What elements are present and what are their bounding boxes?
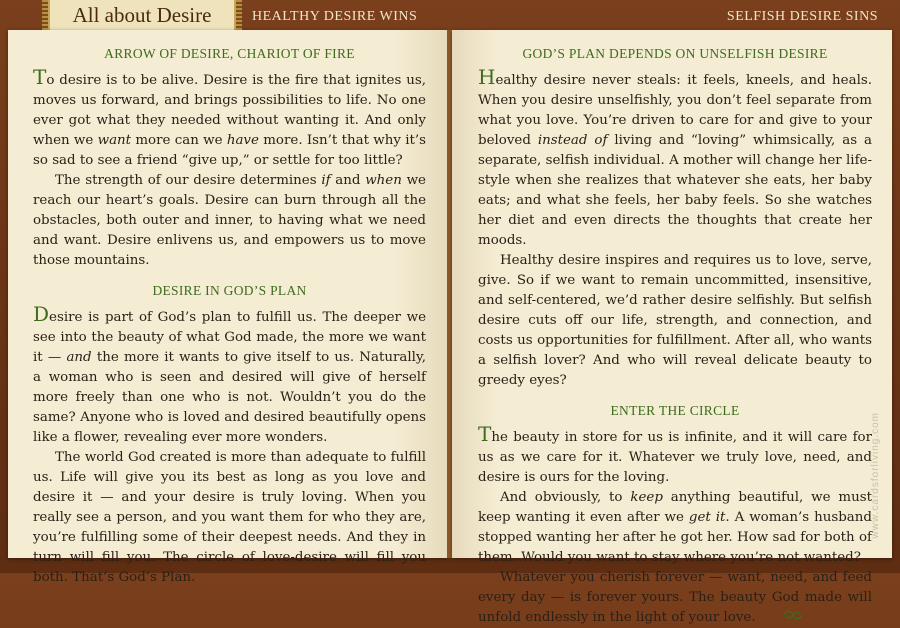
text: anything beautiful, we must keep wanting it even after we [478,490,872,525]
text: living and “loving” whimsically, as a separate, selfish individual. A mother will change her life-style when she realizes that whatever she eats, her baby eats; and what she feels, her baby feels. So she watches her diet and even directs the thoughts that create her moods. [478,133,872,248]
section-title: DESIRE IN GOD’S PLAN [152,283,307,298]
text: The strength of our desire determines [55,173,322,188]
paragraph [33,171,426,271]
section-title: ARROW OF DESIRE, CHARIOT OF FIRE [104,46,355,61]
text: and [330,173,366,188]
paragraph [478,488,872,568]
title-tab [48,0,236,32]
text: more. Isn’t that why it’s so sad to see a friend “give up,” or settle for too little? [33,133,426,168]
text: we reach our heart’s goals. Desire can burn through all the obstacles, both outer and inner, to having what we need and want. Desire enlivens us, and empowers us to move those mountains. [33,173,426,268]
watermark: www.cardsforliving.com [870,411,881,538]
emphasis: get it [688,510,726,525]
emphasis: instead of [537,133,608,148]
paragraph: Healthy desire inspires and requires us to love, serve, give. So if we want to remain uncommitted, insensitive, and self-centered, we’d rather desire selfishly. But selfish desire cuts off our life, strength, and connection, and costs us opportunities for fulfillment. After all, who wants a selfish lover? And who will reveal delicate beauty to greedy eyes? [478,253,872,388]
drop-cap: T [478,422,492,446]
emphasis: have [226,133,259,148]
emphasis: if [321,173,331,188]
drop-cap: H [478,65,496,89]
right-page [452,30,892,625]
emphasis: and [66,350,92,365]
ornament-icon [760,608,804,628]
paragraph [478,422,872,488]
text: esire is part of God’s plan to fulfill us. The deeper we see into the beauty of what God made, the more we want it — [33,310,426,365]
text: . A woman’s husband stopped wanting her after he got her. How sad for both of them. Would you want to stay where you’re not wanted? [478,510,872,565]
emphasis: when [365,173,402,188]
left-page [8,30,448,585]
paragraph: The world God created is more than adequate to fulfill us. Life will give you its best as long as you love and desire it — and your desire is truly loving. When you really see a person, and you want them for who they are, you’re fulfilling some of their deepest needs. And they in turn will fill you. The circle of love-desire will fill you both. That’s God’s Plan. [33,450,426,585]
paragraph [33,302,426,448]
emphasis: want [97,133,132,148]
text: more can we [131,133,227,148]
text: Whatever you cherish forever — want, need, and feed every day — is forever yours. The beauty God made will unfold endlessly in the light of your love. [478,570,872,625]
section-title: ENTER THE CIRCLE [610,403,740,418]
text: And obviously, to [500,490,631,505]
emphasis: keep [630,490,663,505]
paragraph [33,65,426,171]
text: o desire is to be alive. Desire is the fire that ignites us, moves us forward, and brings possibilities to life. No one ever got what they needed without wanting it. And only when we [33,73,426,148]
text: he beauty in store for us is infinite, and it will care for us as we care for it. Whatever we truly love, need, and desire is ours for the loving. [478,430,872,485]
text: ealthy desire never steals: it feels, kneels, and heals. When you desire unselfishly, you don’t feel separate from what you love. You’re driven to care for and give to your beloved [478,73,872,148]
header-left: HEALTHY DESIRE WINS [252,9,418,24]
drop-cap: D [33,302,50,326]
section-title: GOD’S PLAN DEPENDS ON UNSELFISH DESIRE [522,46,828,61]
tab-title: All about Desire [72,2,212,27]
paragraph [478,65,872,251]
drop-cap: T [33,65,47,89]
paragraph [478,568,872,628]
header-right: SELFISH DESIRE SINS [726,9,878,24]
text: the more it wants to give itself to us. Naturally, a woman who is seen and desired will give of herself more freely than one who is not. Wouldn’t you do the same? Anyone who is loved and desired beautifully opens like a flower, revealing ever more wonders. [33,350,426,445]
